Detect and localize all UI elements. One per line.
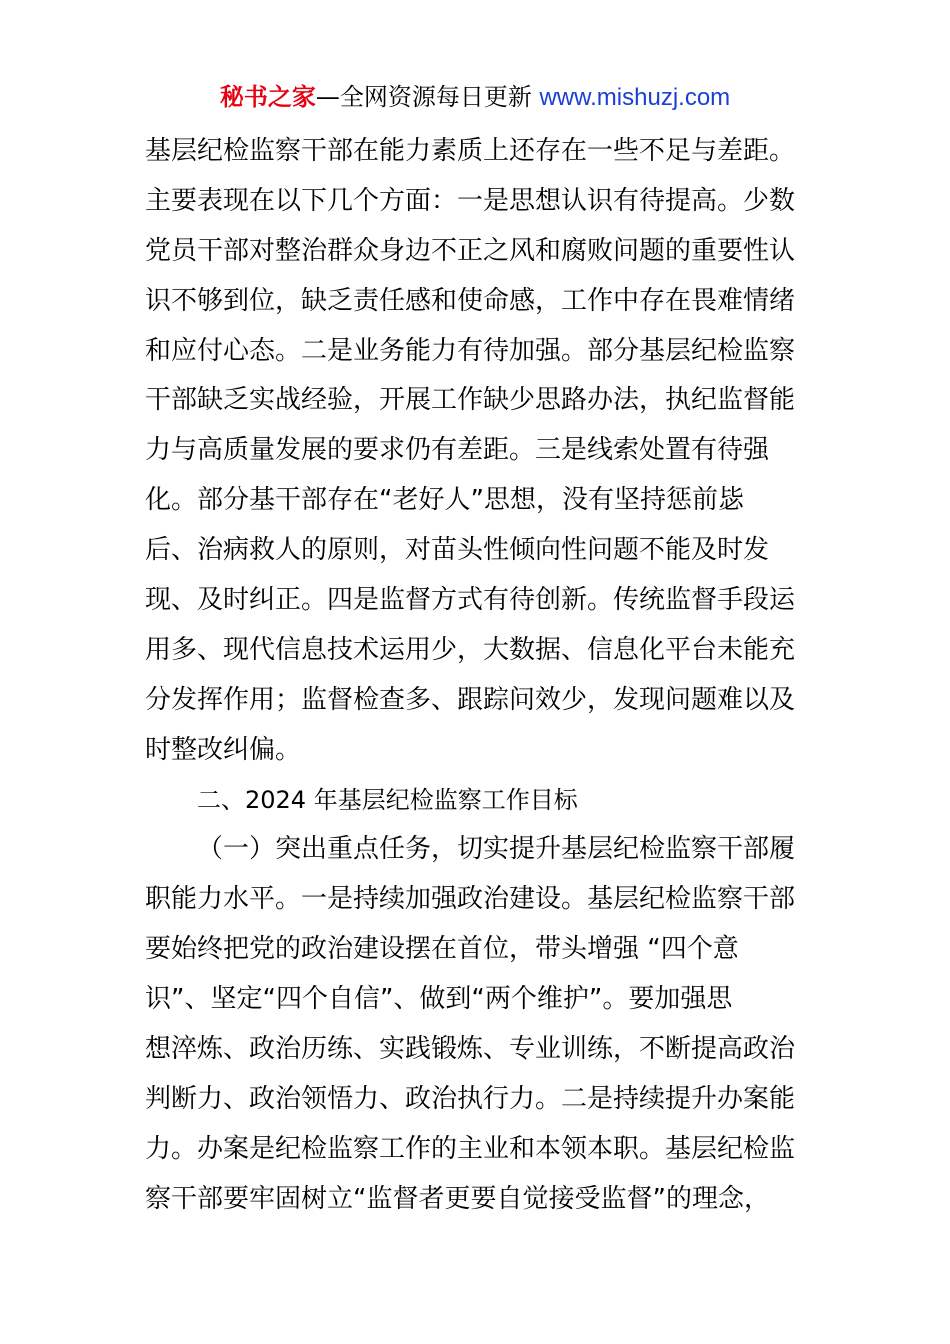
text-line: 力。办案是纪检监察工作的主业和本领本职。基层纪检监 (145, 1133, 796, 1164)
text-line: 基层纪检监察干部在能力素质上还存在一些不足与差距。 (145, 136, 796, 166)
subsection-start-line: （一）突出重点任务，切实提升基层纪检监察干部履 (197, 834, 796, 865)
document-body (145, 127, 810, 1225)
text-line: 职能力水平。一是持续加强政治建设。基层纪检监察干部 (145, 884, 796, 915)
site-brand: 秘书之家 (219, 83, 316, 111)
text-line: 干部缺乏实战经验，开展工作缺少思路办法，执纪监督能 (145, 385, 796, 416)
text-line: 识不够到位，缺乏责任感和使命感，工作中存在畏难情绪 (145, 285, 796, 316)
section-heading: 二、2024 年基层纪检监察工作目标 (197, 785, 578, 814)
text-line: 和应付心态。二是业务能力有待加强。部分基层纪检监察 (145, 335, 796, 366)
text-line: 化。部分基干部存在“老好人”思想，没有坚持惩前毖 (145, 485, 744, 516)
text-line: 主要表现在以下几个方面：一是思想认识有待提高。少数 (145, 185, 796, 216)
text-line: 党员干部对整治群众身边不正之风和腐败问题的重要性认 (145, 235, 796, 266)
text-line: 识”、坚定“四个自信”、做到“两个维护”。要加强思 (145, 984, 733, 1015)
text-line: 想淬炼、政治历练、实践锻炼、专业训练，不断提高政治 (145, 1034, 796, 1065)
text-line: 分发挥作用；监督检查多、跟踪问效少，发现问题难以及 (145, 684, 796, 715)
text-line: 判断力、政治领悟力、政治执行力。二是持续提升办案能 (145, 1083, 796, 1114)
text-line: 后、治病救人的原则，对苗头性倾向性问题不能及时发 (145, 535, 770, 566)
text-line: 时整改纠偏。 (145, 734, 302, 765)
site-header (0, 80, 950, 115)
text-line: 用多、现代信息技术运用少，大数据、信息化平台未能充 (145, 634, 796, 665)
text-line: 力与高质量发展的要求仍有差距。三是线索处置有待强 (145, 435, 770, 466)
text-line: 现、及时纠正。四是监督方式有待创新。传统监督手段运 (145, 585, 796, 616)
site-url: www.mishuzj.com (539, 84, 731, 111)
text-line: 要始终把党的政治建设摆在首位，带头增强 “四个意 (145, 934, 739, 965)
text-line: 察干部要牢固树立“监督者更要自觉接受监督”的理念， (145, 1183, 770, 1214)
site-tagline: —全网资源每日更新 (315, 83, 540, 111)
